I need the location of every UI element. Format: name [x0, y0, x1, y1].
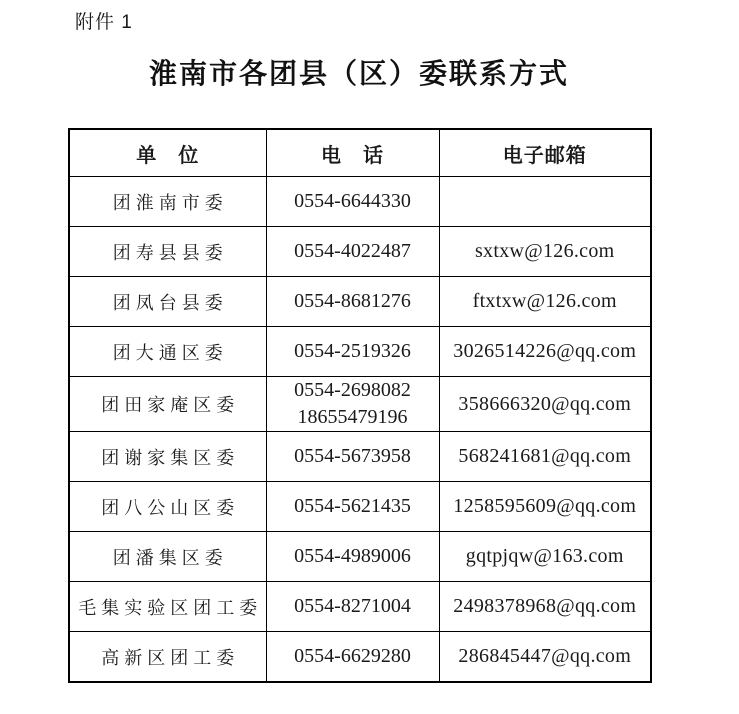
table-body: [69, 177, 651, 683]
phone-cell: [266, 482, 439, 532]
email-cell: sxtxw@126.com: [439, 227, 651, 277]
table-row: [69, 482, 651, 532]
column-header-email: 电子邮箱: [439, 129, 651, 177]
email-cell: gqtpjqw@163.com: [439, 532, 651, 582]
page-title: 淮南市各团县（区）委联系方式: [148, 58, 569, 89]
phone-cell: [266, 327, 439, 377]
contact-table: [68, 128, 652, 683]
phone-cell: [266, 632, 439, 683]
phone-number: 0554-5621435: [294, 495, 411, 517]
unit-cell: 团凤台县委: [69, 277, 266, 327]
phone-number: 0554-4022487: [294, 240, 411, 262]
phone-cell: [266, 377, 439, 432]
phone-number: 0554-6644330: [294, 190, 411, 212]
attachment-label: 附件 1: [75, 12, 133, 33]
phone-number: 18655479196: [297, 406, 408, 428]
email-cell: 1258595609@qq.com: [439, 482, 651, 532]
email-cell: 3026514226@qq.com: [439, 327, 651, 377]
unit-cell: 团八公山区委: [69, 482, 266, 532]
header-row: [69, 129, 651, 177]
phone-number: 0554-6629280: [294, 645, 411, 667]
unit-cell: 团谢家集区委: [69, 432, 266, 482]
email-cell: 286845447@qq.com: [439, 632, 651, 683]
phone-number: 0554-5673958: [294, 445, 411, 467]
phone-cell: [266, 432, 439, 482]
phone-number: 0554-8681276: [294, 290, 411, 312]
phone-cell: [266, 227, 439, 277]
unit-cell: 团潘集区委: [69, 532, 266, 582]
table-row: [69, 277, 651, 327]
email-cell: 568241681@qq.com: [439, 432, 651, 482]
phone-number: 0554-4989006: [294, 545, 411, 567]
unit-cell: 团田家庵区委: [69, 377, 266, 432]
unit-cell: 团寿县县委: [69, 227, 266, 277]
table-row: [69, 377, 651, 432]
email-cell: ftxtxw@126.com: [439, 277, 651, 327]
phone-number: 0554-2698082: [294, 379, 411, 401]
table-row: [69, 432, 651, 482]
phone-number: 0554-8271004: [294, 595, 411, 617]
table-row: [69, 582, 651, 632]
unit-cell: 高新区团工委: [69, 632, 266, 683]
unit-cell: 团淮南市委: [69, 177, 266, 227]
email-cell: [439, 177, 651, 227]
phone-cell: [266, 532, 439, 582]
phone-cell: [266, 277, 439, 327]
table-row: [69, 227, 651, 277]
unit-cell: 团大通区委: [69, 327, 266, 377]
column-header-phone: 电 话: [266, 129, 439, 177]
email-cell: 358666320@qq.com: [439, 377, 651, 432]
table-row: [69, 532, 651, 582]
unit-cell: 毛集实验区团工委: [69, 582, 266, 632]
table-row: [69, 177, 651, 227]
phone-cell: [266, 177, 439, 227]
phone-cell: [266, 582, 439, 632]
column-header-unit: 单 位: [69, 129, 266, 177]
email-cell: 2498378968@qq.com: [439, 582, 651, 632]
table-row: [69, 327, 651, 377]
table-row: [69, 632, 651, 683]
phone-number: 0554-2519326: [294, 340, 411, 362]
